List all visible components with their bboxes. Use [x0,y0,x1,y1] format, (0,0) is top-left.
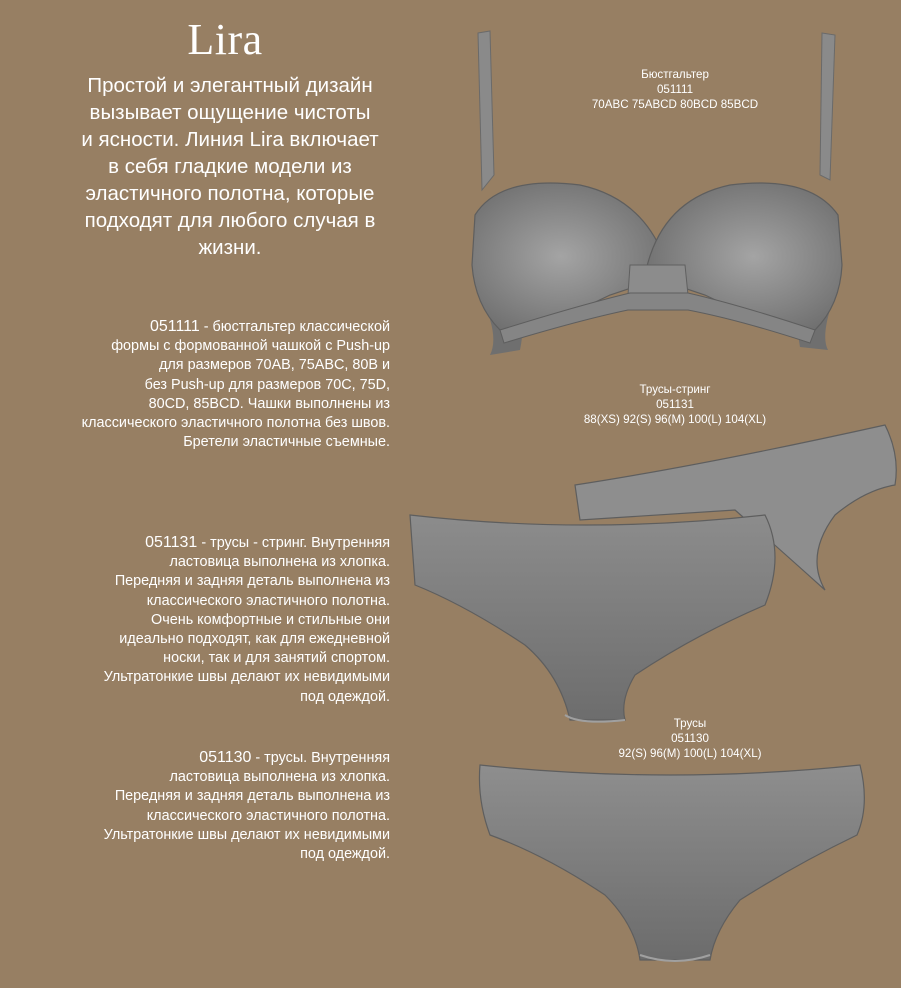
label-name: Трусы-стринг [639,383,711,396]
product-description-text: - трусы. Внутренняя ластовица выполнена из хлопка. Передняя и задняя деталь выполнена из классического эластичного полотна. Ультратонкие швы делают их невидимыми под одеждой. [103,750,390,863]
product-description-briefs [15,748,390,864]
label-name: Трусы [673,717,707,730]
product-description-bra [15,317,390,452]
product-description-string [15,533,390,707]
collection-title: Lira [187,15,263,64]
product-code: 051131 [145,534,198,551]
label-code: 051131 [656,398,694,411]
product-code: 051111 [149,318,200,335]
string-image [405,415,900,735]
label-code: 051111 [656,83,694,96]
label-sizes: 92(S) 96(M) 100(L) 104(XL) [618,747,762,760]
label-sizes: 88(XS) 92(S) 96(M) 100(L) 104(XL) [583,413,767,426]
intro-text: Простой и элегантный дизайн вызывает ощущение чистоты и ясности. Линия Lira включает в себя гладкие модели из эластичного полотна, которые подходят для любого случая в жизни. [81,74,379,259]
bra-image [460,25,850,395]
label-name: Бюстгальтер [641,68,709,81]
product-description-text: - бюстгальтер классической формы с формованной чашкой с Push-up для размеров 70AB, 75ABC, 80B и без Push-up для размеров 70C, 75D, 80CD, 85BCD. Чашки выполнены из классического эластичного полотна без швов. Бретели эластичные съемные. [81,319,390,451]
briefs-image [475,755,870,987]
product-description-text: - трусы - стринг. Внутренняя ластовица выполнена из хлопка. Передняя и задняя деталь выполнена из классического эластичного полотна. Очень комфортные и стильные они идеально подходят, как для ежедневной носки, так и для занятий спортом. Ультратонкие швы делают их невидимыми под одеждой. [103,535,390,705]
label-code: 051130 [671,732,709,745]
product-code: 051130 [199,749,252,766]
label-sizes: 70ABC 75ABCD 80BCD 85BCD [591,98,759,111]
